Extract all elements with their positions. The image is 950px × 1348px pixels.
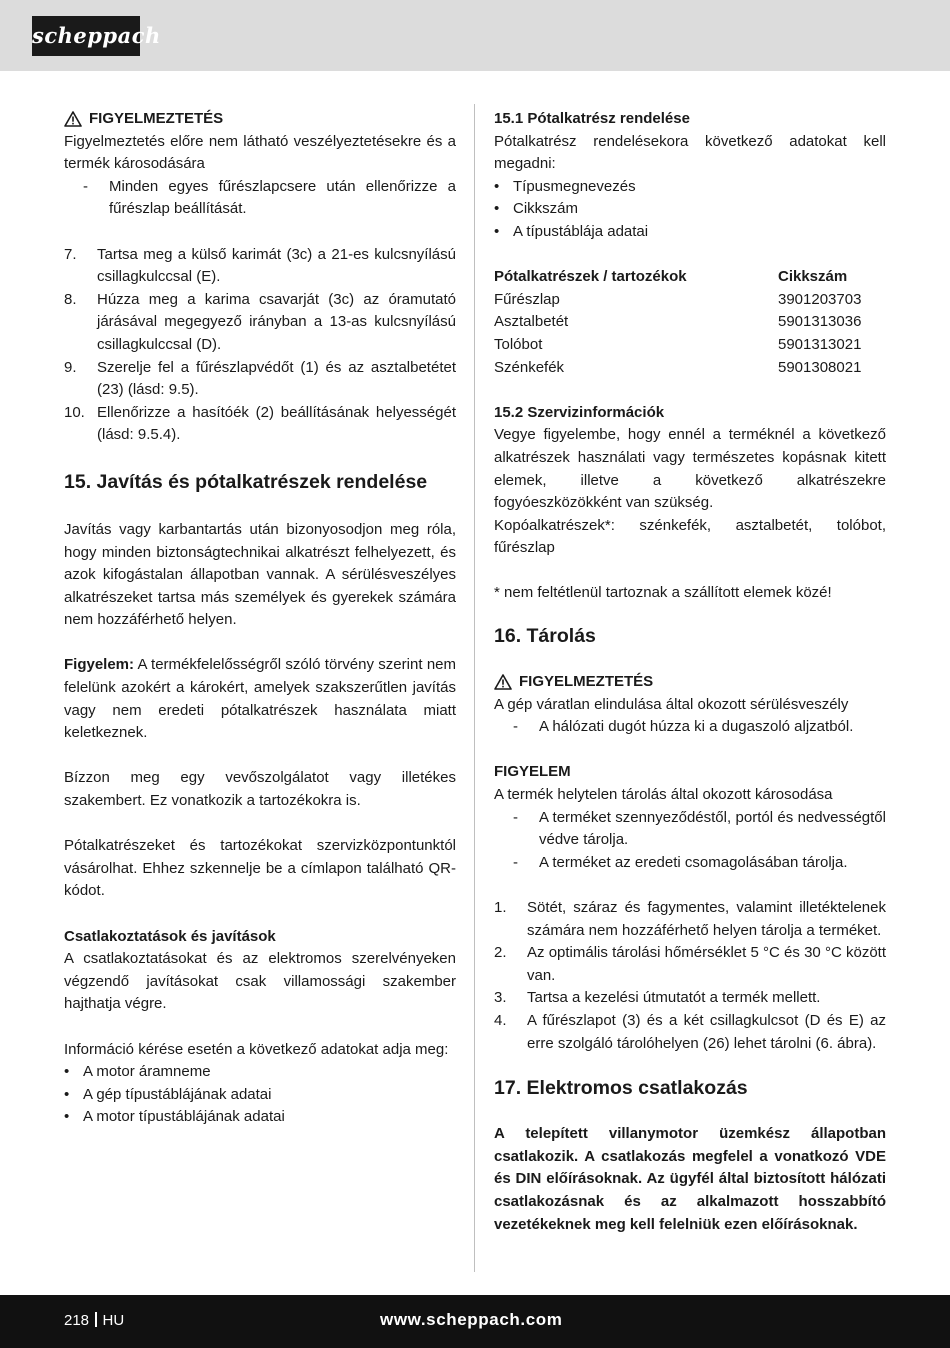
table-row [494, 289, 886, 312]
section-15-2-text: Vegye figyelembe, hogy ennél a terméknél a következő alkatrészek használati vagy természetes kopásnak kitett elemek, illetve a következő alkatrészekre fogyóeszközökként van szükség. [494, 426, 886, 512]
separator [95, 1312, 97, 1327]
table-cell: Asztalbetét [494, 313, 569, 331]
table-cell: Szénkefék [494, 358, 565, 376]
step-number: 8. [64, 290, 77, 308]
step-number: 7. [64, 245, 77, 263]
list-item-text: A gép típustáblájának adatai [83, 1085, 272, 1103]
section-15-paragraph: Információ kérése esetén a következő adatokat adja meg: [64, 1040, 449, 1058]
footer-bar [0, 1295, 950, 1348]
column-divider [474, 104, 475, 1272]
step-item [494, 897, 886, 942]
table-row [494, 311, 886, 334]
table-row [494, 357, 886, 380]
list-item-text: A terméket szennyeződéstől, portól és nedvességtől védve tárolja. [539, 808, 886, 849]
step-text: Tartsa a kezelési útmutatót a termék mellett. [527, 989, 821, 1007]
section-15-paragraph: Pótalkatrészeket és tartozékokat szervizközpontunktól vásárolhat. Ehhez szkennelje be a címlapon található QR-kódot. [64, 837, 456, 900]
step-text: Szerelje fel a fűrészlapvédőt (1) és az asztalbetétet (23) (lásd: 9.5). [97, 358, 456, 399]
notice-title: FIGYELEM [494, 763, 571, 781]
header-bar [0, 0, 950, 71]
step-number: 1. [494, 899, 507, 916]
section-15-1-heading: 15.1 Pótalkatrész rendelése [494, 110, 690, 127]
page-number: 218 [64, 1312, 90, 1329]
warning-text: Figyelmeztetés előre nem látható veszélyeztetésekre és a termék károsodására [64, 132, 456, 173]
section-15-paragraph: Javítás vagy karbantartás után bizonyosodjon meg róla, hogy minden biztonságtechnikai alkatrészt felhelyezett, és azok kifogástalan állapotban vannak. A sérülésveszélyes alkatrészeket tartsa más személyek és gyerekek számára nem hozzáférhető helyen. [64, 520, 456, 629]
step-number: 9. [64, 358, 77, 376]
table-cell: 5901308021 [778, 358, 862, 376]
notice-text: A termék helytelen tárolás által okozott károsodása [494, 786, 833, 804]
step-number: 4. [494, 1011, 507, 1029]
warning-title: FIGYELMEZTETÉS [519, 673, 654, 691]
step-text: Az optimális tárolási hőmérséklet 5 °C és 30 °C között van. [527, 944, 886, 984]
step-number: 3. [494, 989, 507, 1007]
list-item: • A motor típustáblájának adatai [64, 1106, 456, 1129]
step-item [494, 1010, 886, 1055]
section-17-text: A telepített villanymotor üzemkész állapotban csatlakozik. A csatlakozás megfelel a vonatkozó VDE és DIN előírásoknak. Az ügyfél által biztosított hálózati csatlakozásnak és az alkalmazott hosszabbító vezetékeknek meg kell felelniük ezen előírásoknak. [494, 1125, 886, 1233]
step-number: 2. [494, 944, 507, 962]
warning-triangle-icon [64, 111, 82, 127]
warning-title: FIGYELMEZTETÉS [89, 110, 224, 127]
list-item: - Minden egyes fűrészlapcsere után ellenőrizze a fűrészlap beállítását. [64, 176, 456, 221]
list-item: - A hálózati dugót húzza ki a dugaszoló aljzatból. [494, 716, 886, 739]
section-16-heading: 16. Tárolás [494, 625, 596, 648]
list-item-text: A típustáblája adatai [513, 222, 649, 240]
section-15-2-text: Kopóalkatrészek*: szénkefék, asztalbetét, tolóbot, fűrészlap [494, 516, 886, 557]
left-column [64, 108, 456, 1129]
table-header-cell: Pótalkatrészek / tartozékok [494, 268, 687, 286]
step-item [494, 987, 886, 1010]
list-item: • A típustáblája adatai [494, 221, 886, 244]
table-cell: Tolóbot [494, 335, 543, 353]
step-item [64, 244, 456, 289]
table-cell: Fűrészlap [494, 290, 560, 308]
warning-heading [494, 671, 886, 694]
list-item: • A gép típustáblájának adatai [64, 1084, 456, 1107]
step-text: Tartsa meg a külső karimát (3c) a 21-es kulcsnyílású csillagkulccsal (E). [97, 245, 456, 286]
step-text: A fűrészlapot (3) és a két csillagkulcsot (D és E) az erre szolgáló tárolóhelyen (26) lehet tárolni (6. ábra). [527, 1011, 886, 1052]
warning-triangle-icon [494, 674, 512, 690]
parts-table [494, 266, 886, 379]
table-cell: 5901313036 [778, 313, 862, 331]
list-item: - A terméket az eredeti csomagolásában tárolja. [494, 852, 886, 875]
warning-heading [64, 108, 456, 131]
warning-text: A gép váratlan elindulása által okozott sérülésveszély [494, 695, 849, 713]
attention-paragraph [64, 654, 456, 744]
section-15-paragraph: A csatlakoztatásokat és az elektromos szerelvényeken végzendő javításokat csak villamossági szakember hajthatja végre. [64, 950, 456, 1013]
table-header-row [494, 266, 886, 289]
step-text: Húzza meg a karima csavarját (3c) az óramutató járásával megegyező irányban a 13-as kulcsnyílású csillagkulccsal (D). [97, 290, 456, 353]
list-item-text: Minden egyes fűrészlapcsere után ellenőrizze a fűrészlap beállítását. [109, 177, 456, 218]
list-item-text: A motor típustáblájának adatai [83, 1108, 285, 1126]
language-code: HU [102, 1312, 125, 1329]
section-15-heading: 15. Javítás és pótalkatrészek rendelése [64, 470, 428, 493]
step-number: 10. [64, 403, 85, 421]
list-item: - A terméket szennyeződéstől, portól és nedvességtől védve tárolja. [494, 807, 886, 852]
list-item-text: A hálózati dugót húzza ki a dugaszoló aljzatból. [539, 718, 854, 736]
list-item-text: A terméket az eredeti csomagolásában tárolja. [539, 853, 848, 871]
list-item-text: Típusmegnevezés [513, 177, 636, 195]
subsection-heading: Csatlakoztatások és javítások [64, 927, 276, 945]
table-header-cell: Cikkszám [778, 268, 848, 286]
list-item-text: Cikkszám [513, 200, 579, 218]
step-text: Ellenőrizze a hasítóék (2) beállításának helyességét (lásd: 9.5.4). [97, 403, 456, 444]
website-link[interactable]: www.scheppach.com [380, 1310, 563, 1329]
page-info [64, 1310, 124, 1332]
section-17-heading: 17. Elektromos csatlakozás [494, 1077, 748, 1100]
table-cell: 5901313021 [778, 335, 862, 353]
step-text: Sötét, száraz és fagymentes, valamint illetéktelenek számára nem hozzáférhető helyen tárolja a terméket. [527, 899, 886, 939]
list-item: • Típusmegnevezés [494, 176, 886, 199]
list-item: • Cikkszám [494, 198, 886, 221]
step-item [64, 357, 456, 402]
section-15-2-heading: 15.2 Szervizinformációk [494, 403, 665, 421]
scheppach-logo: scheppach [32, 16, 140, 56]
list-item: • A motor áramneme [64, 1061, 456, 1084]
step-item [494, 942, 886, 987]
list-item-text: A motor áramneme [83, 1063, 211, 1081]
attention-text: A termékfelelősségről szóló törvény szerint nem felelünk azokért a károkért, amelyek szakszerűtlen javítás vagy nem eredeti pótalkatrészek használata miatt keletkeznek. [64, 656, 456, 742]
table-cell: 3901203703 [778, 290, 862, 308]
section-15-paragraph: Bízzon meg egy vevőszolgálatot vagy illetékes szakembert. Ez vonatkozik a tartozékokra is. [64, 769, 456, 810]
section-15-1-text: Pótalkatrész rendelésekora következő adatokat kell megadni: [494, 132, 886, 173]
right-column [494, 108, 886, 1236]
step-item [64, 289, 456, 357]
table-row [494, 334, 886, 357]
footnote: * nem feltétlenül tartoznak a szállított elemek közé! [494, 584, 832, 602]
step-item [64, 402, 456, 447]
attention-label: Figyelem: [64, 656, 135, 674]
